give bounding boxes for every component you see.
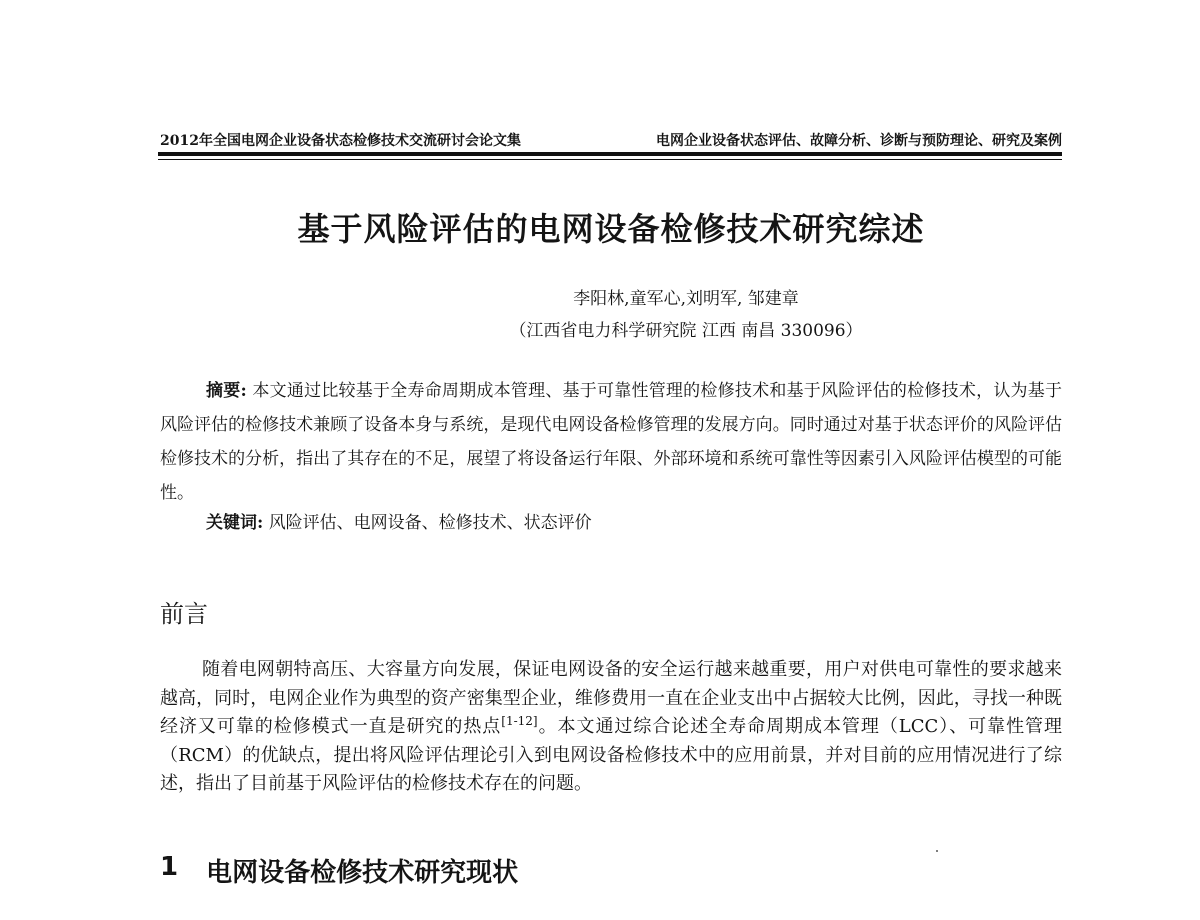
authors: 李阳林,童军心,刘明军, 邹建章 — [573, 289, 799, 309]
keywords-text: 风险评估、电网设备、检修技术、状态评价 — [268, 513, 592, 533]
preface-paragraph — [160, 656, 1062, 799]
preface-heading: 前言 — [160, 600, 208, 628]
keywords — [160, 508, 1062, 538]
section-1-number: 1 — [160, 852, 179, 882]
scan-speck — [936, 850, 938, 852]
preface-text-part1: 随着电网朝特高压、大容量方向发展，保证电网设备的安全运行越来越重要，用户对供电可靠性的要求越来越高，同时，电网企业作为典型的资产密集型企业，维修费用一直在企业支出中占据较大比例，因此，寻找一种既经济又可靠的检修模式一直是研究的热点 — [160, 659, 1062, 737]
citation-reference: [1-12] — [501, 714, 538, 728]
running-header — [160, 128, 1062, 150]
abstract-text: 本文通过比较基于全寿命周期成本管理、基于可靠性管理的检修技术和基于风险评估的检修技术，认为基于风险评估的检修技术兼顾了设备本身与系统，是现代电网设备检修管理的发展方向。同时通过对基于状态评价的风险评估检修技术的分析，指出了其存在的不足，展望了将设备运行年限、外部环境和系统可靠性等因素引入风险评估模型的可能性。 — [160, 381, 1063, 503]
abstract-label: 摘要: — [206, 381, 247, 401]
header-left-text: 2012年全国电网企业设备状态检修技术交流研讨会论文集 — [160, 133, 521, 149]
header-rule-thin — [158, 159, 1062, 160]
header-rule-thick — [158, 152, 1062, 156]
header-right-text: 电网企业设备状态评估、故障分析、诊断与预防理论、研究及案例 — [656, 133, 1062, 149]
affiliation: （江西省电力科学研究院 江西 南昌 330096） — [509, 321, 863, 341]
abstract — [160, 374, 1062, 510]
paper-title: 基于风险评估的电网设备检修技术研究综述 — [297, 210, 925, 248]
preface-text-part2: 。本文通过综合论述全寿命周期成本管理（LCC）、可靠性管理（RCM）的优缺点，提出将风险评估理论引入到电网设备检修技术中的应用前景，并对目前的应用情况进行了综述，指出了目前基于风险评估的检修技术存在的问题。 — [160, 716, 1063, 794]
section-1-heading — [160, 852, 518, 889]
keywords-label: 关键词: — [206, 513, 264, 533]
section-1-title: 电网设备检修技术研究现状 — [206, 858, 519, 888]
